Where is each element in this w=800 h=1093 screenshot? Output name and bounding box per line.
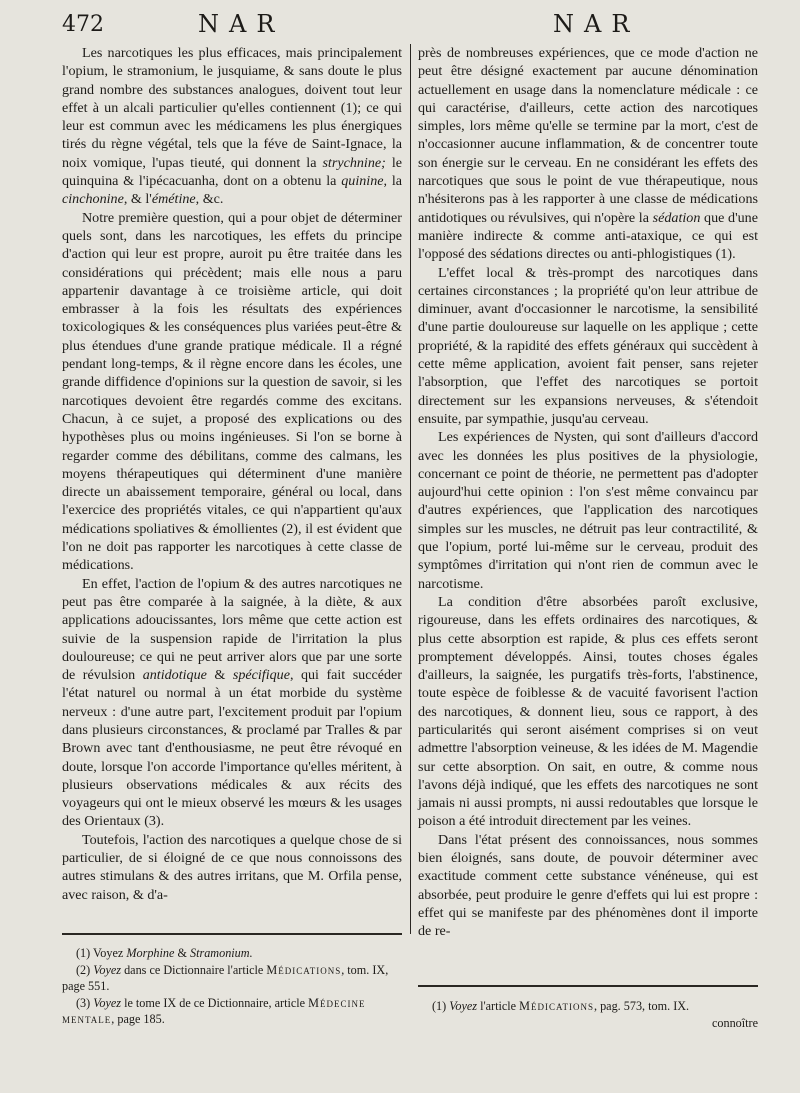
column-divider — [410, 44, 411, 934]
footnote: (1) Voyez Morphine & Stramonium. — [76, 946, 253, 960]
paragraph: Notre première question, qui a pour objet de déterminer quels sont, dans les narcotiques, les effets du principe d'action qui leur est propre, auroit pu être traitée dans les considérations qui précèdent; mais elle nous a paru appartenir davantage à ce troisième article, qui doit embrasser à la fois les résultats des expériences toxicologiques & les conséquences plus variées peut-être & plus étendues d'une grande pratique médicale. Il a régné pendant long-temps, & il règne encore dans les écoles, une grande diffidence d'opinions sur la question de savoir, si les narcotiques devoient être regardés comme des excitans. Chacun, à ce sujet, a proposé des explications ou des hypothèses plus ou moins ingénieuses. Si l'on se borne à regarder comme des débilitans, comme des calmans, les moyens thérapeutiques qui déterminent d'une manière directe un abaissement temporaire, général ou local, dans l'exercice des propriétés vitales, ce qui n'appartient qu'aux médications spoliatives & émollientes (2), il est évident que l'on ne doit pas rapporter les narcotiques à cette classe de médications. — [62, 209, 402, 574]
italic-term: spécifique — [232, 667, 290, 684]
paragraph: Les narcotiques les plus efficaces, mais principalement l'opium, le stramonium, le jusquiame, & sans doute le plus grand nombre des substances analogues, doivent tout leur effet à un alcali particulier qu'elles contiennent (1); ce qui leur est commun avec les médicamens les plus énergiques tirés du règne végétal, tels que la féve de Saint-Ignace, la noix vomique, l'upas tieuté, qui donnent la strychnine; le quinquina & l'ipécacuanha, dont on a obtenu la quinine, la cinchonine, & l'émétine, &c. — [62, 45, 403, 208]
paragraph: En effet, l'action de l'opium & des autres narcotiques ne peut pas être comparée à la saignée, à la diète, & aux applications adoucissantes, lors même que cette action est suivie de la suspension rapide de l'irritation la plus douloureuse; ce qui ne peut arriver alors que par une sorte de révulsion antidotique & spécifique, qui fait succéder l'état naturel ou normal à un état morbide du système nerveux : d'une autre part, l'excitement produit par l'opium dans plusieurs circonstances, & proclamé par Tralles & par Brown avec tant d'enthousiasme, ne peut être révoqué en doute, lorsque l'on accorde l'importance qu'elles méritent, à plusieurs observations médicales & aux récits des voyageurs qui ont le mieux observé les mœurs & les usages des Orientaux (3). — [62, 575, 402, 830]
paragraph: Toutefois, l'action des narcotiques a quelque chose de si particulier, de si éloigné de ce que nous connoissons des autres stimulans & des autres irritans, que M. Orfila pense, avec raison, & d'a- — [62, 831, 402, 903]
footnote-rule-right — [418, 985, 758, 987]
running-head-right: NAR — [553, 10, 640, 38]
footnotes-left — [62, 945, 402, 1028]
paragraph: La condition d'être absorbées paroît exclusive, rigoureuse, dans les effets ordinaires des narcotiques, & plus cette absorption est rapide, & plus ces effets seront promptement développés. Ainsi, toutes choses égales d'ailleurs, la saignée, les purgatifs très-forts, l'abstinence, toute espèce de foiblesse & de vacuité favorisent l'action des narcotiques, & donnent lieu, sous ce rapport, à des particularités qui seront aisément comprises si on veut admettre l'absorption veineuse, & les idées de M. Magendie sur cette absorption. On sait, en outre, & comme nous l'avons déjà indiqué, que les effets des narcotiques ne sont jamais ni aussi prompts, ni aussi redoutables que lorsque le poison a été introduit directement par les veines. — [418, 593, 758, 830]
italic-term: émétine — [151, 191, 196, 208]
paragraph: Les expériences de Nysten, qui sont d'ailleurs d'accord avec les données les plus positives de la physiologie, concernant ce point de théorie, ne permettent pas d'adopter aujourd'hui cette opinion : l'on s'est même convaincu par d'autres expériences, que l'application des narcotiques simples sur les muscles, ne détruit pas leur contractilité, & que l'opium, porté lui-même sur le cerveau, produit des symptômes d'irritation qui n'ont rien de commun avec le narcotisme. — [418, 429, 758, 592]
italic-term: cinchonine — [62, 191, 124, 208]
footnote: (3) Voyez le tome IX de ce Dictionnaire, article Médecine mentale, page 185. — [62, 996, 366, 1026]
paragraph: L'effet local & très-prompt des narcotiques dans certaines circonstances ; la propriété qu'on leur attribue de diminuer, avant d'occasionner le narcotisme, la sensibilité d'une partie douloureuse sur laquelle on les applique ; cette propriété, & la rapidité des effets généraux qui succèdent à cette même application, avoient fait penser, sans rejeter l'absorption, que l'effet des narcotiques se portoit directement sur les expansions nerveuses, & s'étendoit ensuite, par sympathie, jusqu'au cerveau. — [418, 264, 758, 427]
footnote-rule-left — [62, 933, 402, 935]
left-column — [62, 44, 402, 904]
paragraph: près de nombreuses expériences, que ce mode d'action ne peut être désigné exactement par aucune dénomination actuellement en usage dans la nomenclature médicale : ce qui caractérise, d'ailleurs, cette action des narcotiques simples, lors même qu'elle se termine par la mort, c'est de n'occasionner aucune inflammation, & de concentrer toute son énergie sur le cerveau. En ne considérant les effets des narcotiques que sous le point de vue thérapeutique, nous n'hésiterons pas à les rapporter à une classe de médications antidotiques ou révulsives, qui n'opère la sédation que d'une manière indirecte & comme anti-ataxique, ce qui est l'opposé des sédations directes ou anti-phlogistiques (1). — [418, 45, 758, 263]
paragraph: Dans l'état présent des connoissances, nous sommes bien éloignés, sans doute, de pouvoir déterminer avec exactitude comment cette substance vénéneuse, qui est absorbée, peut produire le genre d'effets qui lui est propre : effet qui se manifeste par des phénomènes dont il importe de re- — [418, 831, 758, 940]
italic-term: strychnine; — [322, 154, 386, 171]
footnote: (2) Voyez dans ce Dictionnaire l'article Médications, tom. IX, page 551. — [62, 963, 389, 993]
footnotes-right — [418, 998, 758, 1032]
footnote: (1) Voyez l'article Médications, pag. 573, tom. IX. — [432, 999, 690, 1013]
italic-term: quinine — [341, 173, 384, 190]
italic-term: antidotique — [142, 667, 207, 684]
running-head-left: NAR — [198, 10, 285, 38]
catchword: connoître — [711, 1016, 758, 1030]
page-number: 472 — [62, 12, 104, 37]
right-column — [418, 44, 758, 941]
italic-term: sédation — [652, 209, 701, 226]
